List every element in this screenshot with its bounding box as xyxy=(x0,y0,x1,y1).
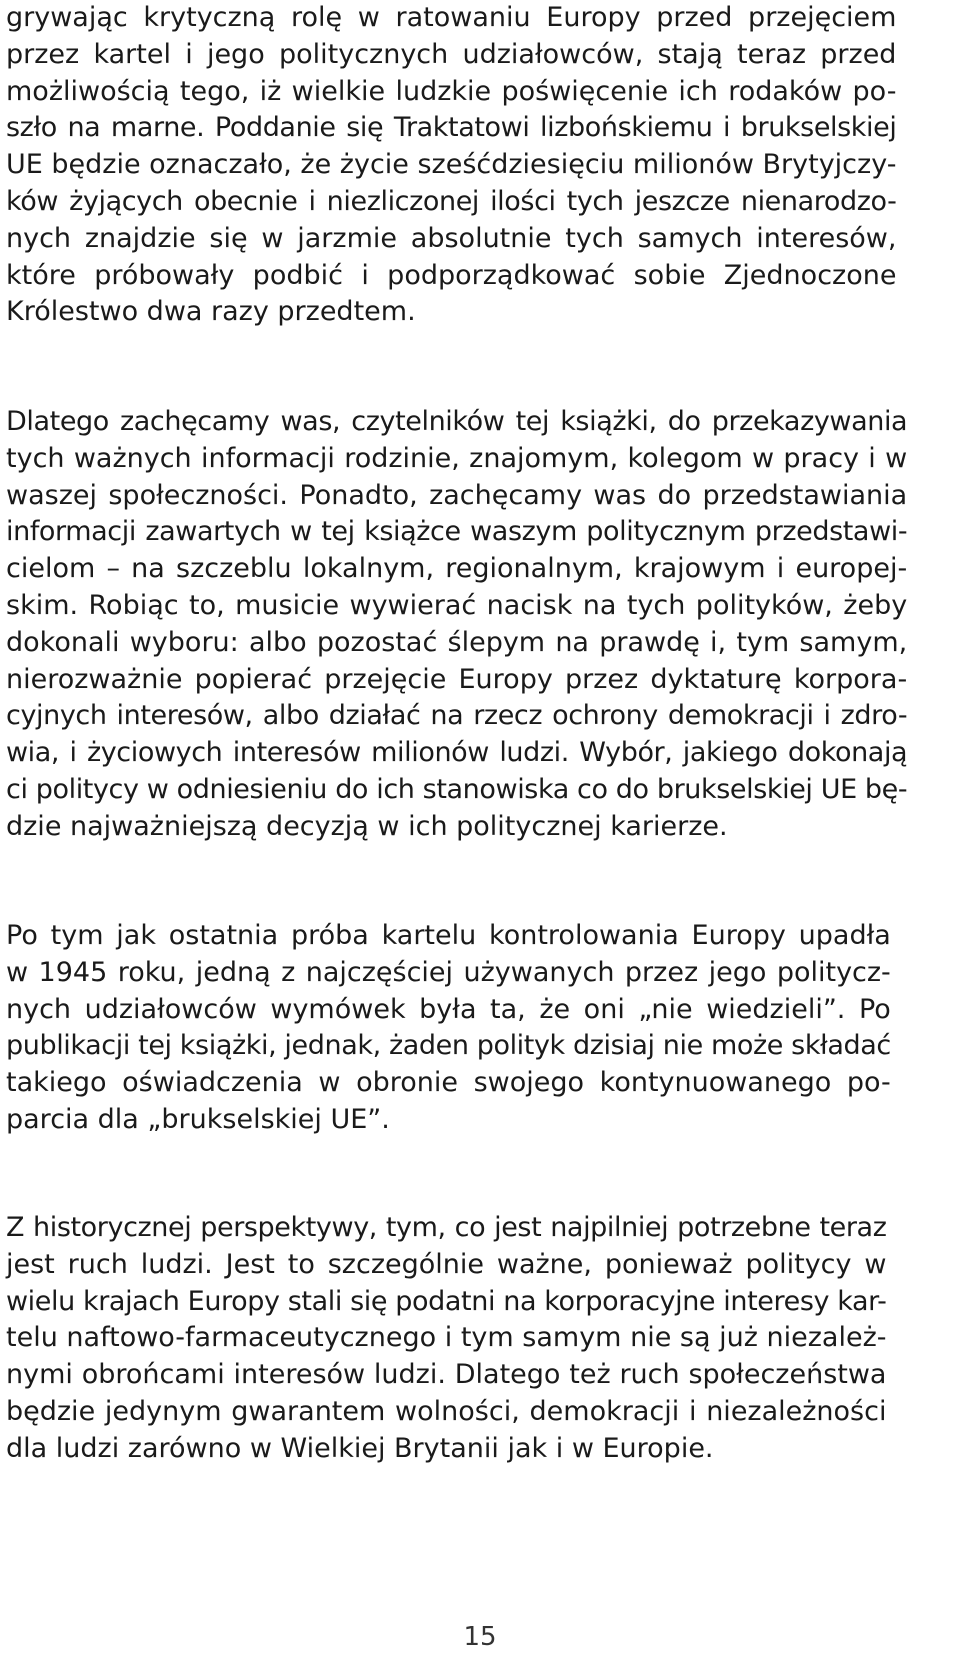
text-line: grywając krytyczną rolę w ratowaniu Europy przed przejęciem xyxy=(6,2,897,33)
text-line: wielu krajach Europy stali się podatni na korporacyjne interesy kar- xyxy=(6,1285,887,1317)
text-line: jest ruch ludzi. Jest to szczególnie ważne, ponieważ politycy w xyxy=(6,1248,887,1280)
text-line: cielom – na szczeblu lokalnym, regionalnym, krajowym i europej- xyxy=(6,553,908,585)
text-line: nych znajdzie się w jarzmie absolutnie tych samych interesów, xyxy=(6,222,897,254)
paragraph-4 xyxy=(6,1210,886,1468)
text-line: skim. Robiąc to, musicie wywierać nacisk na tych polityków, żeby xyxy=(6,589,908,621)
text-line: UE będzie oznaczało, że życie sześćdziesięciu milionów Brytyjczy- xyxy=(6,149,897,181)
text-line: w 1945 roku, jedną z najczęściej używanych przez jego politycz- xyxy=(6,956,891,988)
text-line: wia, i życiowych interesów milionów ludzi. Wybór, jakiego dokonają xyxy=(6,737,908,769)
text-line: nymi obrońcami interesów ludzi. Dlatego też ruch społeczeństwa xyxy=(6,1359,887,1391)
paragraph-1 xyxy=(6,0,896,331)
text-line: Królestwo dwa razy przedtem. xyxy=(6,296,416,328)
text-line: Po tym jak ostatnia próba kartelu kontrolowania Europy upadła xyxy=(6,920,891,951)
text-line: dzie najważniejszą decyzją w ich politycznej karierze. xyxy=(6,810,728,842)
text-line: nych udziałowców wymówek była ta, że oni „nie wiedzieli”. Po xyxy=(6,993,891,1025)
text-line: takiego oświadczenia w obronie swojego kontynuowanego po- xyxy=(6,1067,891,1099)
text-line: tych ważnych informacji rodzinie, znajomym, kolegom w pracy i w xyxy=(6,442,908,474)
text-line: ków żyjących obecnie i niezliczonej ilości tych jeszcze nienarodzo- xyxy=(6,185,897,217)
text-line: które próbowały podbić i podporządkować sobie Zjednoczone xyxy=(6,259,897,291)
text-line: dla ludzi zarówno w Wielkiej Brytanii jak i w Europie. xyxy=(6,1432,714,1464)
text-line: możliwością tego, iż wielkie ludzkie poświęcenie ich rodaków po- xyxy=(6,75,897,107)
text-line: będzie jedynym gwarantem wolności, demokracji i niezależności xyxy=(6,1395,887,1427)
text-line: szło na marne. Poddanie się Traktatowi lizbońskiemu i brukselskiej xyxy=(6,112,897,144)
text-line: cyjnych interesów, albo działać na rzecz ochrony demokracji i zdro- xyxy=(6,700,908,732)
text-line: telu naftowo-farmaceutycznego i tym samym nie są już niezależ- xyxy=(6,1322,887,1354)
page-number: 15 xyxy=(463,1622,497,1652)
text-line: dokonali wyboru: albo pozostać ślepym na prawdę i, tym samym, xyxy=(6,626,908,658)
text-line: nierozważnie popierać przejęcie Europy przez dyktaturę korpora- xyxy=(6,663,908,695)
text-line: Dlatego zachęcamy was, czytelników tej książki, do przekazywania xyxy=(6,406,908,437)
text-line: publikacji tej książki, jednak, żaden polityk dzisiaj nie może składać xyxy=(6,1030,891,1062)
paragraph-3 xyxy=(6,918,891,1139)
text-line: waszej społeczności. Ponadto, zachęcamy was do przedstawiania xyxy=(6,479,908,511)
text-line: parcia dla „brukselskiej UE”. xyxy=(6,1103,390,1135)
text-line: ci politycy w odniesieniu do ich stanowiska co do brukselskiej UE bę- xyxy=(6,773,908,805)
text-line: Z historycznej perspektywy, tym, co jest najpilniej potrzebne teraz xyxy=(6,1212,887,1243)
text-line: przez kartel i jego politycznych udziałowców, stają teraz przed xyxy=(6,38,897,70)
text-line: informacji zawartych w tej książce waszym politycznym przedstawi- xyxy=(6,516,908,548)
paragraph-2 xyxy=(6,404,907,846)
